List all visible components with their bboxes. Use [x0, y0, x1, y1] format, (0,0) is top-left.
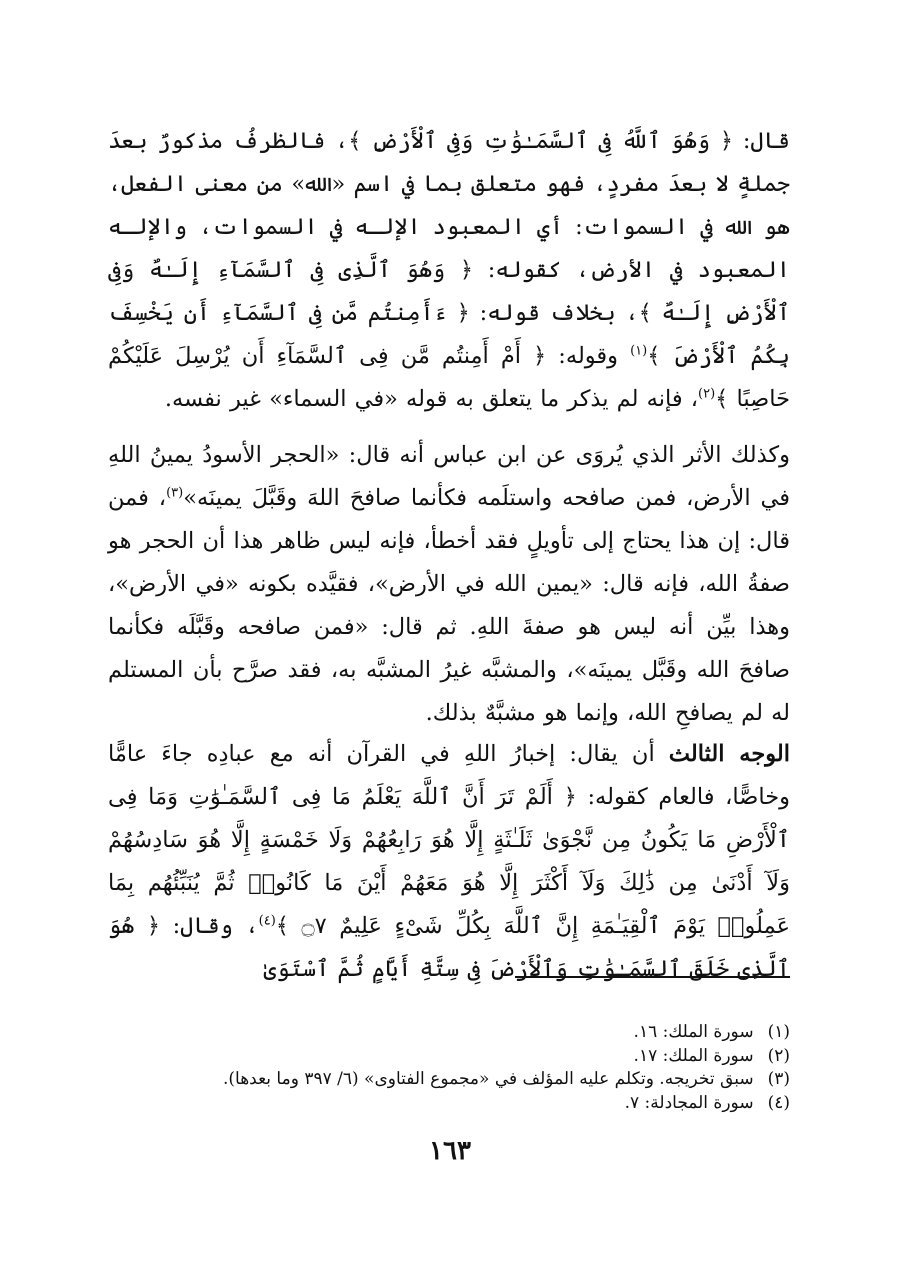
quran-verse: ﴿ هُوَ ٱلَّذِى خَلَقَ ٱلسَّمَـٰوَٰتِ وَٱلْأَرْضَ فِى سِتَّةِ أَيَّامٍ ثُمَّ ٱسْتَوَىٰ [108, 913, 790, 982]
text-span: وقوله: [546, 343, 631, 369]
page-number: ١٦٣ [429, 1136, 471, 1166]
footnote-number: (٣) [767, 1069, 790, 1089]
footnote-4 [108, 1092, 790, 1114]
footnote-3 [108, 1068, 790, 1090]
footnote-ref-4[interactable]: (٤) [258, 913, 276, 929]
quran-verse: ﴿ ءَأَمِنتُم مَّن فِى ٱلسَّمَآءِ أَن يَخْسِفَ بِكُمُ ٱلْأَرْضَ ﴾ [108, 300, 790, 369]
footnote-ref-2[interactable]: (٢) [698, 386, 716, 402]
footnote-text: سورة المجادلة: ٧. [624, 1093, 754, 1113]
text-span: ، بخلاف قوله: [469, 300, 639, 326]
quran-verse: ﴿ وَهُوَ ٱللَّهُ فِى ٱلسَّمَـٰوَٰتِ وَفِى ٱلْأَرْضِ ﴾ [348, 128, 734, 154]
paragraph-1 [108, 120, 790, 421]
text-span: أن يقال: إخبارُ اللهِ في القرآن أنه مع عبادِه جاءَ عامًّا وخاصًّا، فالعام كقوله: [108, 741, 791, 810]
footnote-number: (٢) [767, 1046, 790, 1066]
text-span: قال: [733, 128, 790, 154]
footnote-number: (٤) [767, 1093, 790, 1113]
footnote-ref-1[interactable]: (١) [630, 343, 648, 359]
paragraph-2 [108, 434, 790, 735]
text-span: وكذلك الأثر الذي يُروَى عن ابن عباس أنه قال: «الحجر الأسودُ يمينُ اللهِ في الأرض، فمن صافحه واستلَمه فكأنما صافحَ اللهَ وقَبَّلَ يمينَه» [108, 442, 790, 511]
paragraph-3 [108, 733, 790, 991]
footnote-number: (١) [767, 1022, 790, 1042]
text-span: ، فمن قال: إن هذا يحتاج إلى تأويلٍ فقد أخطأ، فإنه ليس ظاهر هذا أن الحجر هو صفةُ الله، فإنه قال: «يمين الله في الأرض»، فقيَّده بكونه «في الأرض»، وهذا بيِّن أنه ليس هو صفةَ اللهِ. ثم قال: «فمن صافحه وقَبَّلَه فكأنما صافحَ الله وقَبَّل يمينَه»، والمشبَّه غيرُ المشبَّه به، فقد صرَّح بأن المستلم له لم يصافحِ الله، وإنما هو مشبَّهٌ بذلك. [108, 485, 790, 726]
quran-verse: ﴿ أَمْ أَمِنتُم مَّن فِى ٱلسَّمَآءِ أَن يُرْسِلَ عَلَيْكُمْ حَاصِبًا ﴾ [108, 343, 790, 412]
footnote-2 [108, 1045, 790, 1067]
text-span: ، وقال: [160, 913, 259, 939]
section-heading-inline: الوجه الثالث [668, 741, 790, 767]
footnote-ref-3[interactable]: (٣) [166, 485, 184, 501]
quran-verse: ﴿ أَلَمْ تَرَ أَنَّ ٱللَّهَ يَعْلَمُ مَا فِى ٱلسَّمَـٰوَٰتِ وَمَا فِى ٱلْأَرْضِ مَا يَكُونُ مِن نَّجْوَىٰ ثَلَـٰثَةٍ إِلَّا هُوَ رَابِعُهُمْ وَلَا خَمْسَةٍ إِلَّا هُوَ سَادِسُهُمْ وَلَآ أَدْنَىٰ مِن ذَٰلِكَ وَلَآ أَكْثَرَ إِلَّا هُوَ مَعَهُمْ أَيْنَ مَا كَانُوا۟ ثُمَّ يُنَبِّئُهُم بِمَا عَمِلُوا۟ يَوْمَ ٱلْقِيَـٰمَةِ إِنَّ ٱللَّهَ بِكُلِّ شَىْءٍ عَلِيمٌ ۝٧ ﴾ [108, 784, 791, 939]
quran-verse: ﴿ وَهُوَ ٱلَّذِى فِى ٱلسَّمَآءِ إِلَـٰهٌ وَفِى ٱلْأَرْضِ إِلَـٰهٌ ﴾ [108, 257, 791, 326]
footnote-separator [515, 976, 790, 978]
text-span: ، فإنه لم يذكر ما يتعلق به قوله «في السماء» غير نفسه. [164, 386, 698, 412]
footnote-text: سورة الملك: ١٦. [633, 1022, 754, 1042]
footnote-text: سبق تخريجه. وتكلم عليه المؤلف في «مجموع الفتاوى» (٦/ ٣٩٧ وما بعدها). [222, 1069, 754, 1089]
text-span: ، فالظرفُ مذكورٌ بعدَ جملةٍ لا بعدَ مفردٍ، فهو متعلق بما في اسم «الله» من معنى الفعل، هو الله في السموات: أي المعبود الإلـه في السموات، والإلـه المعبود في الأرض، كقوله: [108, 128, 790, 283]
footnote-text: سورة الملك: ١٧. [633, 1046, 754, 1066]
footnote-1 [108, 1021, 790, 1043]
